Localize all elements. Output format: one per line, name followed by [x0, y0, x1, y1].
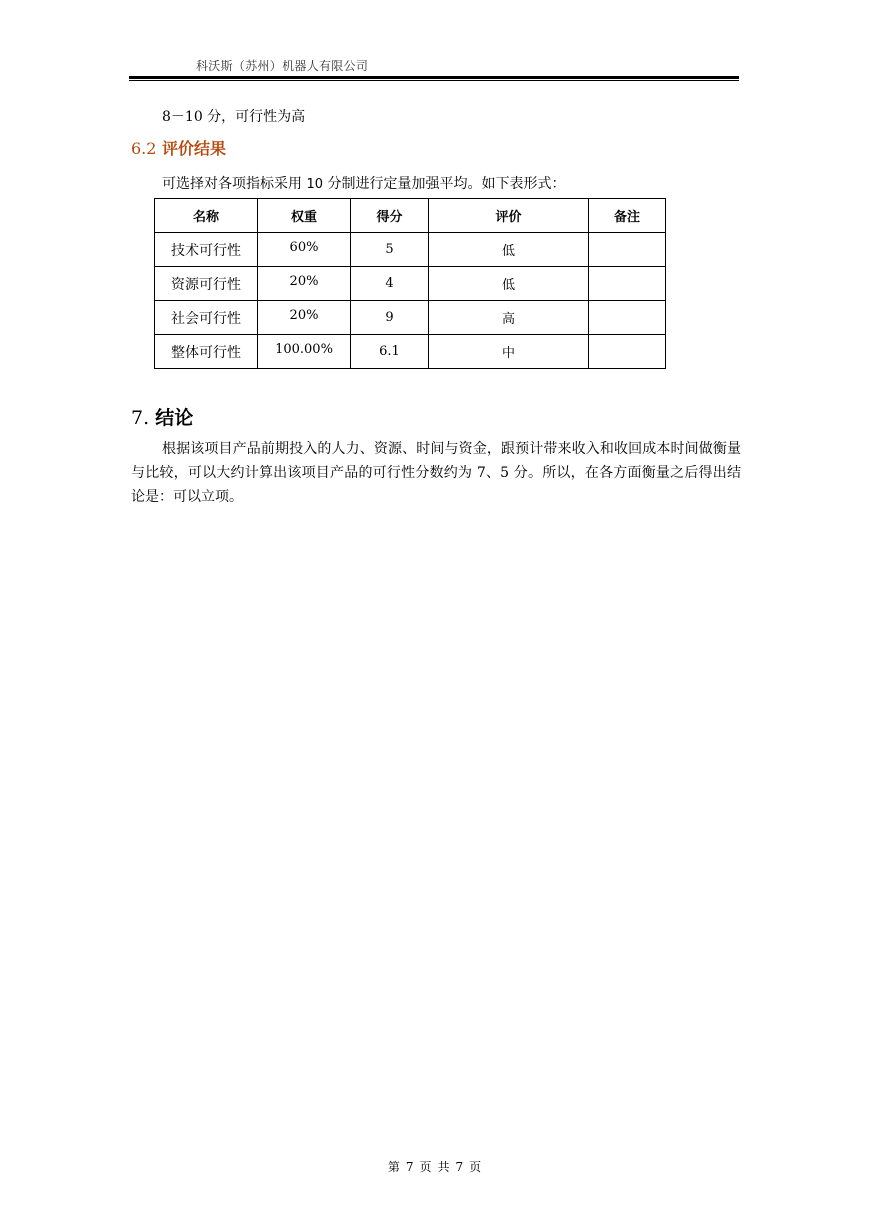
section-7-heading	[131, 403, 193, 430]
cell-score: 4	[351, 267, 429, 301]
table-header-row	[155, 199, 666, 233]
header-rule-thick	[129, 76, 739, 79]
cell-weight: 60%	[258, 233, 351, 267]
cell-name: 社会可行性	[155, 301, 258, 335]
table-row	[155, 267, 666, 301]
cell-note	[589, 233, 666, 267]
footer-text-ye: 页	[419, 1160, 432, 1174]
footer-page-number: 7	[405, 1160, 414, 1174]
cell-rating: 低	[429, 233, 589, 267]
page-header-company: 科沃斯（苏州）机器人有限公司	[196, 59, 369, 73]
cell-rating: 高	[429, 301, 589, 335]
section-6-2-number: 6.2	[131, 139, 157, 158]
header-rule-thin	[129, 80, 739, 81]
footer-text-di: 第	[387, 1160, 400, 1174]
section-6-2-title: 评价结果	[162, 139, 227, 158]
section-7-title: 结论	[155, 407, 194, 429]
column-header-weight: 权重	[258, 199, 351, 233]
section-6-2-heading	[131, 136, 226, 159]
footer-text-ye-2: 页	[469, 1160, 482, 1174]
intro-text-b: 分制进行定量加强平均。如下表形式：	[327, 176, 566, 192]
cell-name: 技术可行性	[155, 233, 258, 267]
column-header-note: 备注	[589, 199, 666, 233]
section-6-2-intro	[162, 173, 565, 193]
cell-note	[589, 301, 666, 335]
page-footer	[0, 1158, 869, 1175]
cell-weight: 100.00%	[258, 335, 351, 369]
cell-weight: 20%	[258, 301, 351, 335]
cell-note	[589, 335, 666, 369]
evaluation-table	[154, 198, 666, 369]
column-header-rating: 评价	[429, 199, 589, 233]
table-row	[155, 335, 666, 369]
column-header-name: 名称	[155, 199, 258, 233]
footer-total-pages: 7	[455, 1160, 464, 1174]
cell-score: 5	[351, 233, 429, 267]
column-header-score: 得分	[351, 199, 429, 233]
previous-criteria-line: 8－10 分，可行性为高	[162, 109, 306, 125]
cell-name: 整体可行性	[155, 335, 258, 369]
cell-score: 9	[351, 301, 429, 335]
cell-name: 资源可行性	[155, 267, 258, 301]
conclusion-paragraph: 根据该项目产品前期投入的人力、资源、时间与资金，跟预计带来收入和收回成本时间做衡量与比较，可以大约计算出该项目产品的可行性分数约为 7、5 分。所以，在各方面衡量之后得出结论是：可以立项。	[131, 441, 741, 505]
cell-score: 6.1	[351, 335, 429, 369]
cell-rating: 低	[429, 267, 589, 301]
table-row	[155, 301, 666, 335]
table-row	[155, 233, 666, 267]
section-7-number: 7.	[131, 407, 150, 429]
intro-text-a: 可选择对各项指标采用	[162, 176, 302, 192]
cell-note	[589, 267, 666, 301]
footer-text-gong: 共	[437, 1160, 450, 1174]
cell-rating: 中	[429, 335, 589, 369]
cell-weight: 20%	[258, 267, 351, 301]
intro-number: 10	[306, 177, 323, 192]
